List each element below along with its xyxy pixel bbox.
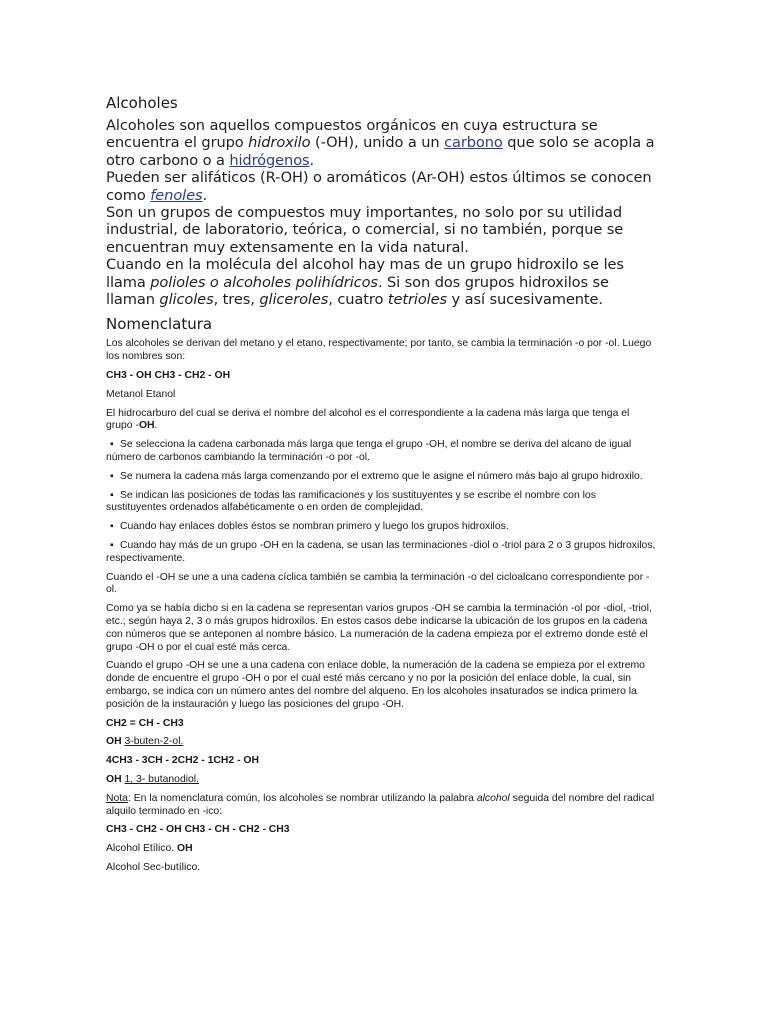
italic-polioles: polioles o alcoholes polihídricos [150, 273, 378, 291]
italic-glicoles: glicoles [159, 291, 214, 309]
text-run: El hidrocarburo del cual se deriva el nombre del alcohol es el correspondiente a la cadena más larga que tenga el grupo - [106, 407, 630, 432]
italic-tetrioles: tetrioles [387, 291, 448, 309]
formula-butenol-name [106, 736, 656, 749]
italic-gliceroles: gliceroles [259, 291, 329, 309]
link-carbono[interactable]: carbono [444, 134, 503, 152]
list-item-text: Se indican las posiciones de todas las ramificaciones y los sustituyentes y se escribe el nombre con los sustituyentes ordenados alfabéticamente o en orden de complejidad. [106, 489, 596, 514]
list-item [106, 540, 656, 566]
text-run: Alcohol Etílico. [106, 843, 178, 855]
formula-butene: CH2 = CH - CH3 [106, 717, 184, 729]
text-run: Pueden ser alifáticos (R-OH) o aromáticos (Ar-OH) estos últimos se conocen como [106, 169, 652, 204]
name-sec-butyl-alcohol: Alcohol Sec-butílico. [106, 861, 201, 873]
text-run: que solo se acopla a otro carbono o a [106, 134, 655, 169]
list-item [106, 471, 656, 484]
text-run: . [309, 151, 315, 169]
paragraph-definition [106, 117, 656, 169]
text-run: (-OH), unido a un [310, 134, 445, 152]
formula-methanol-ethanol: CH3 - OH CH3 - CH2 - OH [106, 370, 231, 382]
names-methanol-ethanol: Metanol Etanol [106, 388, 176, 400]
paragraph-types [106, 169, 656, 204]
paragraph-double-bond: Cuando el grupo -OH se une a una cadena con enlace doble, la numeración de la cadena se empieza por el extremo donde de encuentre el grupo -OH o por el cual esté más cercano y no por la posición del enlace doble, la cual, sin embargo, se indica con un número antes del nombre del alqueno. En los alcoholes insaturados se indica primero la posición de la instauración y luego las posiciones del grupo -OH. [106, 660, 645, 710]
italic-hidroxilo: hidroxilo [248, 134, 311, 152]
list-item [106, 439, 656, 465]
list-item-text: Cuando hay más de un grupo -OH en la cadena, se usan las terminaciones -diol o -triol para 2 o 3 grupos hidroxilos, respectivamente. [106, 540, 656, 564]
underlined-name: 3-buten-2-ol. [124, 736, 184, 748]
bold-oh: OH [177, 843, 193, 855]
text-run: y así sucesivamente. [447, 291, 603, 309]
text-run: : En la nomenclatura común, los alcoholes se nombrar utilizando la palabra [127, 792, 477, 804]
paragraph-derivation: Los alcoholes se derivan del metano y el etano, respectivamente; por tanto, se cambia la terminación -o por -ol. Luego los nombres son: [106, 338, 652, 363]
paragraph-note [106, 793, 656, 819]
list-item [106, 490, 656, 516]
paragraph-multiple-oh: Como ya se había dicho si en la cadena se representan varios grupos -OH se cambia la terminación -ol por -diol, -triol, etc.; según haya 2, 3 o más grupos hidroxilos. En estos casos debe indicarse la ubicación de los grupos en la cadena con números que se anteponen al nombre básico. La numeración de la cadena empieza por el extremo donde esté el grupo -OH o por el cual esté más cerca. [106, 603, 652, 653]
formula-butanediol: 4CH3 - 3CH - 2CH2 - 1CH2 - OH [106, 755, 260, 767]
bullet-icon: ▪ [110, 439, 114, 451]
name-ethyl-alcohol [106, 843, 656, 856]
heading-alcoholes: Alcoholes [106, 94, 178, 112]
link-fenoles-label: fenoles [150, 186, 203, 204]
paragraph-importance: Son un grupos de compuestos muy importantes, no solo por su utilidad industrial, de laboratorio, teórica, o comercial, si no también, porque se encuentran muy extensamente en la vida natural. [106, 204, 624, 256]
text-run: seguida del nombre del radical alquilo terminado en -ico: [106, 792, 655, 817]
bullet-icon: ▪ [110, 489, 114, 501]
bullet-icon: ▪ [110, 521, 114, 533]
formula-butanediol-name [106, 774, 656, 787]
text-run: Cuando en la molécula del alcohol hay mas de un grupo hidroxilo se les llama [106, 256, 624, 291]
italic-alcohol: alcohol [476, 792, 510, 804]
link-fenoles[interactable] [150, 187, 202, 204]
paragraph-hydrocarbon [106, 408, 656, 434]
link-hidrogenos[interactable]: hidrógenos [229, 151, 310, 169]
underlined-name: 1, 3- butanodiol. [124, 773, 200, 785]
text-run: . Si son dos grupos hidroxilos se llaman [106, 273, 609, 309]
paragraph-polyols [106, 256, 656, 308]
text-run: , tres, [213, 291, 260, 309]
note-label: Nota [106, 792, 128, 804]
bullet-icon: ▪ [110, 470, 114, 482]
list-item-text: Se selecciona la cadena carbonada más larga que tenga el grupo -OH, el nombre se deriva del alcano de igual número de carbonos cambiando la terminación -o por -ol. [106, 439, 632, 464]
text-run: . [202, 186, 208, 204]
text-run: . [154, 420, 158, 432]
text-run: Alcoholes son aquellos compuestos orgánicos en cuya estructura se encuentra el grupo [106, 117, 598, 152]
list-item [106, 521, 656, 534]
document-content [106, 94, 656, 881]
bullet-icon: ▪ [110, 540, 114, 552]
bold-oh: OH [106, 736, 122, 748]
list-item-text: Se numera la cadena más larga comenzando por el extremo que le asigne el número más bajo al grupo hidroxilo. [120, 470, 643, 482]
heading-nomenclatura: Nomenclatura [106, 315, 213, 334]
list-item-text: Cuando hay enlaces dobles éstos se nombran primero y luego los grupos hidroxilos. [120, 521, 509, 533]
text-run: , cuatro [328, 291, 388, 309]
bold-oh: OH [138, 420, 155, 432]
formula-common-names: CH3 - CH2 - OH CH3 - CH - CH2 - CH3 [106, 824, 290, 836]
paragraph-cyclic: Cuando el -OH se une a una cadena cíclica también se cambia la terminación -o del cicloalcano correspondiente por -ol. [106, 571, 650, 596]
bold-oh: OH [106, 773, 122, 785]
